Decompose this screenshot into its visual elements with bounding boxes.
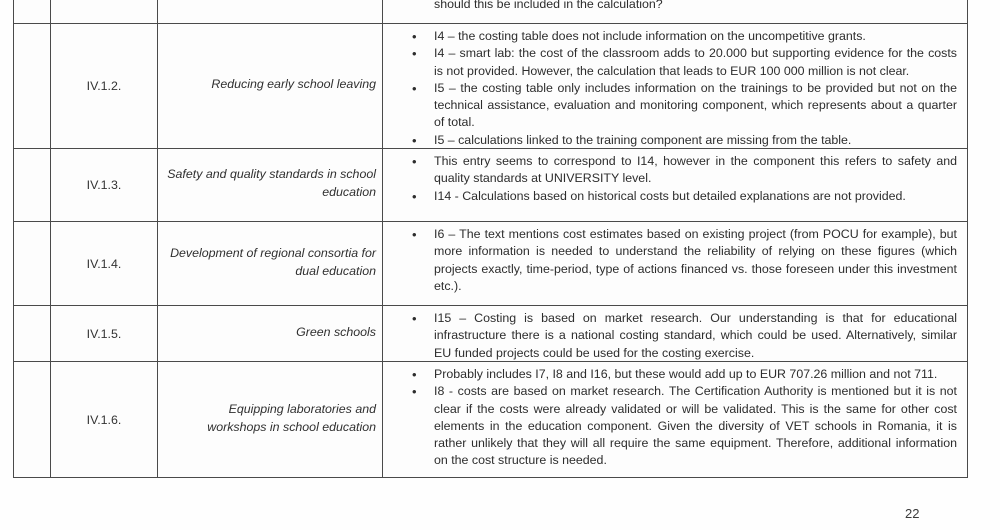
empty-cell xyxy=(14,306,51,361)
table-row xyxy=(14,306,968,362)
comment-item: • I4 – the costing table does not include information on the uncompetitive grants. xyxy=(434,28,957,45)
comment-item: • I5 – calculations linked to the training component are missing from the table. xyxy=(434,132,957,148)
comment-item: • Probably includes I7, I8 and I16, but these would add up to EUR 707.26 million and not 711. xyxy=(434,366,957,383)
table-row xyxy=(14,362,968,478)
comments-cell xyxy=(383,0,968,23)
comment-item: • I8 - costs are based on market research. The Certification Authority is mentioned but it is not clear if the costs were already validated or will be validated. This is the same for other cost elements in the education component. Given the diversity of VET schools in Romania, it is rather unlikely that they will all require the same equipment. Therefore, additional information on the cost structure is needed. xyxy=(434,383,957,469)
section-title-cell: Reducing early school leaving xyxy=(158,24,383,148)
section-title-cell: Safety and quality standards in school education xyxy=(158,149,383,221)
section-title-cell: Equipping laboratories and workshops in school education xyxy=(158,362,383,477)
page-number: 22 xyxy=(905,506,920,521)
comments-cell xyxy=(383,306,968,361)
empty-cell xyxy=(14,362,51,477)
section-id-cell: IV.1.5. xyxy=(51,306,158,361)
section-id-cell: IV.1.2. xyxy=(51,24,158,148)
comment-list xyxy=(383,362,967,470)
section-title-cell: Development of regional consortia for dual education xyxy=(158,222,383,305)
empty-cell xyxy=(14,222,51,305)
table-row xyxy=(14,222,968,306)
comment-item: • I15 – Costing is based on market research. Our understanding is that for educational infrastructure there is a national costing standard, which could be used. Alternatively, similar EU funded projects could be used for the costing exercise. xyxy=(434,310,957,361)
comment-item: • I5 – the costing table only includes information on the trainings to be provided but not on the technical assistance, evaluation and monitoring component, which represents about a quarter of total. xyxy=(434,80,957,132)
comments-cell xyxy=(383,24,968,148)
carryover-text: should this be included in the calculation? xyxy=(434,0,663,11)
comment-item: • This entry seems to correspond to I14, however in the component this refers to safety and quality standards at UNIVERSITY level. xyxy=(434,153,957,188)
empty-cell xyxy=(158,0,383,23)
table-row xyxy=(14,24,968,149)
table-row-partial xyxy=(14,0,968,24)
comments-cell xyxy=(383,362,968,477)
comment-item: • I4 – smart lab: the cost of the classroom adds to 20.000 but supporting evidence for the costs is not provided. However, the calculation that leads to EUR 100 000 million is not clear. xyxy=(434,45,957,80)
comments-cell xyxy=(383,149,968,221)
section-id-cell: IV.1.6. xyxy=(51,362,158,477)
comment-list xyxy=(383,306,967,361)
comment-list xyxy=(383,222,967,295)
section-id-cell: IV.1.4. xyxy=(51,222,158,305)
empty-cell xyxy=(51,0,158,23)
empty-cell xyxy=(14,24,51,148)
comment-item: • I6 – The text mentions cost estimates based on existing project (from POCU for example), but more information is needed to understand the reliability of relying on these figures (which projects exactly, time-period, type of actions financed vs. those foreseen under this investment etc.). xyxy=(434,226,957,295)
comment-list xyxy=(383,24,967,148)
comment-item: • I14 - Calculations based on historical costs but detailed explanations are not provided. xyxy=(434,188,957,205)
section-title-cell: Green schools xyxy=(158,306,383,361)
review-table xyxy=(13,0,968,478)
table-row xyxy=(14,149,968,222)
section-id-cell: IV.1.3. xyxy=(51,149,158,221)
comments-cell xyxy=(383,222,968,305)
empty-cell xyxy=(14,149,51,221)
comment-list xyxy=(383,149,967,205)
empty-cell xyxy=(14,0,51,23)
